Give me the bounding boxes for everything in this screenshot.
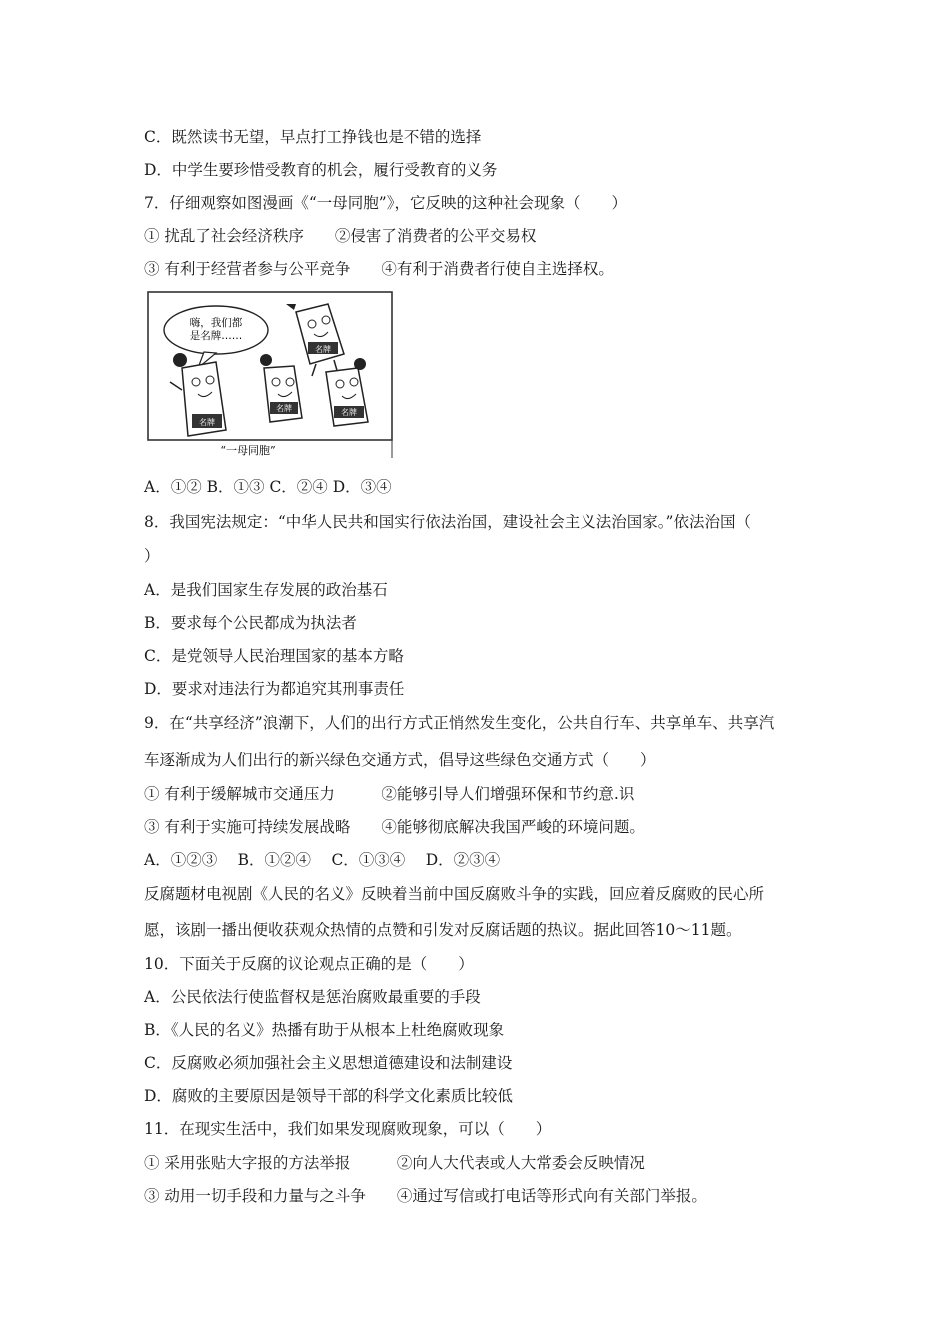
question-9-stem: 9．在“共享经济”浪潮下，人们的出行方式正悄然发生变化，公共自行车、共享单车、共享汽 xyxy=(144,714,775,732)
text-line: D．腐败的主要原因是领导干部的科学文化素质比较低 xyxy=(144,1087,513,1105)
text-line: A．①②③ B．①②④ C．①③④ D．②③④ xyxy=(144,851,501,869)
text-line: D．要求对违法行为都追究其刑事责任 xyxy=(144,680,405,698)
cartoon-caption: “一母同胞” xyxy=(220,444,276,457)
text-line: C．是党领导人民治理国家的基本方略 xyxy=(144,647,404,665)
text-line: ③ 动用一切手段和力量与之斗争 ④通过写信或打电话等形式向有关部门举报。 xyxy=(144,1187,707,1205)
text-line: A．是我们国家生存发展的政治基石 xyxy=(144,581,388,599)
text-line: A．①② B．①③ C．②④ D．③④ xyxy=(144,478,392,496)
text-line: D．中学生要珍惜受教育的机会，履行受教育的义务 xyxy=(144,161,498,179)
text-line: B．要求每个公民都成为执法者 xyxy=(144,614,357,632)
cartoon-illustration xyxy=(146,290,394,460)
question-7-stem: 7．仔细观察如图漫画《“一母同胞”》，它反映的这种社会现象（ ） xyxy=(144,194,627,212)
text-line: A．公民依法行使监督权是惩治腐败最重要的手段 xyxy=(144,988,481,1006)
text-line: ① 采用张贴大字报的方法举报 ②向人大代表或人大常委会反映情况 xyxy=(144,1154,645,1172)
text-line: ） xyxy=(144,547,160,565)
cartoon-label: 名牌 xyxy=(276,404,292,413)
question-11-stem: 11．在现实生活中，我们如果发现腐败现象，可以（ ） xyxy=(144,1120,552,1138)
question-10-stem: 10．下面关于反腐的议论观点正确的是（ ） xyxy=(144,955,474,973)
passage-text: 愿，该剧一播出便收获观众热情的点赞和引发对反腐话题的热议。据此回答10～11题。 xyxy=(144,921,742,939)
text-line: ① 扰乱了社会经济秩序 ②侵害了消费者的公平交易权 xyxy=(144,227,537,245)
cartoon-label: 名牌 xyxy=(315,345,331,354)
question-8-stem: 8．我国宪法规定：“中华人民共和国实行依法治国，建设社会主义法治国家。”依法治国（ xyxy=(144,513,751,531)
text-line: C．既然读书无望，早点打工挣钱也是不错的选择 xyxy=(144,128,482,146)
text-line: 车逐渐成为人们出行的新兴绿色交通方式，倡导这些绿色交通方式（ ） xyxy=(144,751,656,769)
passage-text: 反腐题材电视剧《人民的名义》反映着当前中国反腐败斗争的实践，回应着反腐败的民心所 xyxy=(144,885,765,903)
text-line: ③ 有利于经营者参与公平竞争 ④有利于消费者行使自主选择权。 xyxy=(144,260,614,278)
text-line: C．反腐败必须加强社会主义思想道德建设和法制建设 xyxy=(144,1054,513,1072)
cartoon-label: 名牌 xyxy=(199,418,215,427)
cartoon-speech-text: 嗨，我们都是名牌…… xyxy=(189,317,243,342)
text-line: ③ 有利于实施可持续发展战略 ④能够彻底解决我国严峻的环境问题。 xyxy=(144,818,645,836)
text-line: ① 有利于缓解城市交通压力 ②能够引导人们增强环保和节约意.识 xyxy=(144,785,635,803)
cartoon-label: 名牌 xyxy=(341,408,357,417)
text-line: B．《人民的名义》热播有助于从根本上杜绝腐败现象 xyxy=(144,1021,505,1039)
